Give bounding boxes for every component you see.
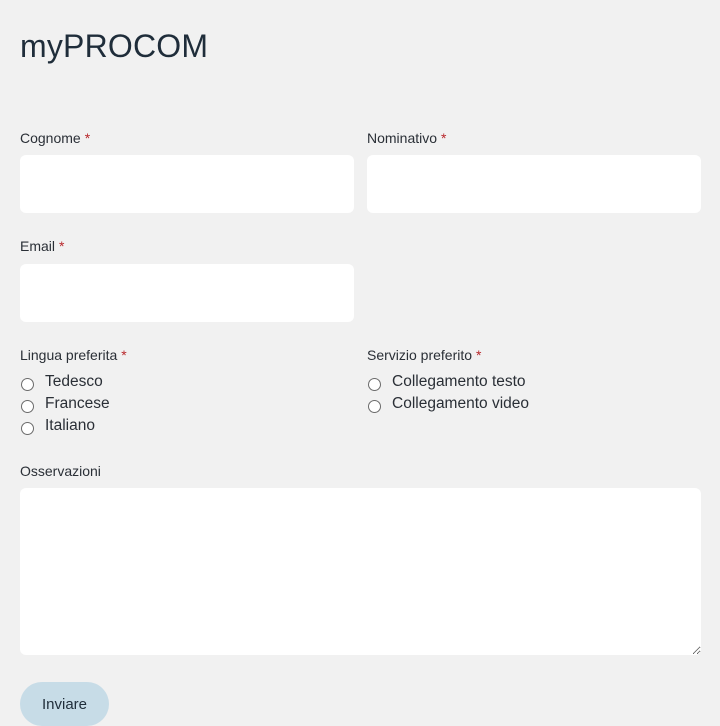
- radio-button[interactable]: [368, 378, 381, 391]
- servizio-label: [367, 347, 482, 363]
- cognome-label-text: Cognome: [20, 130, 81, 146]
- required-mark: *: [84, 130, 91, 146]
- radio-option-label: Collegamento testo: [392, 373, 526, 390]
- cognome-input[interactable]: [20, 155, 354, 213]
- radio-button[interactable]: [21, 400, 34, 413]
- lingua-label: [20, 347, 127, 363]
- osservazioni-label-text: Osservazioni: [20, 463, 101, 479]
- radio-option-label: Collegamento video: [392, 395, 530, 412]
- osservazioni-label: [20, 463, 101, 479]
- lingua-label-text: Lingua preferita: [20, 347, 118, 363]
- email-input[interactable]: [20, 264, 354, 322]
- radio-button[interactable]: [21, 422, 34, 435]
- nominativo-label-text: Nominativo: [367, 130, 438, 146]
- submit-button[interactable]: Inviare: [20, 682, 109, 726]
- radio-button[interactable]: [368, 400, 381, 413]
- osservazioni-textarea[interactable]: [20, 488, 701, 655]
- nominativo-label: [367, 130, 446, 146]
- required-mark: *: [441, 130, 447, 146]
- radio-option-francese[interactable]: [21, 393, 110, 415]
- email-label: [20, 238, 64, 254]
- servizio-label-text: Servizio preferito: [367, 347, 473, 363]
- required-mark: *: [476, 347, 482, 363]
- radio-option-collegamento-video[interactable]: [368, 393, 529, 415]
- page-title: myPROCOM: [20, 28, 209, 64]
- radio-option-label: Francese: [45, 395, 110, 412]
- email-label-text: Email: [20, 238, 56, 254]
- required-mark: *: [59, 238, 65, 254]
- nominativo-input[interactable]: [367, 155, 701, 213]
- cognome-label: [20, 130, 90, 146]
- radio-option-label: Tedesco: [45, 373, 103, 390]
- radio-option-label: Italiano: [45, 417, 95, 434]
- required-mark: *: [121, 347, 127, 363]
- radio-option-italiano[interactable]: [21, 415, 95, 437]
- radio-option-collegamento-testo[interactable]: [368, 371, 526, 393]
- radio-option-tedesco[interactable]: [21, 371, 103, 393]
- radio-button[interactable]: [21, 378, 34, 391]
